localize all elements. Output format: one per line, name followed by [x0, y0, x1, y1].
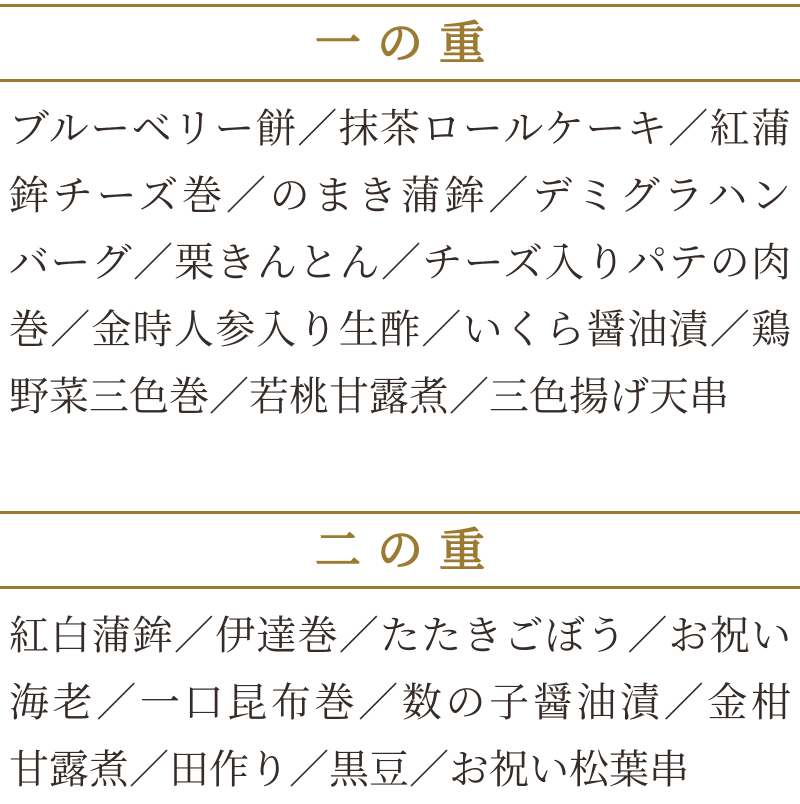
- tier-2-header: [0, 511, 800, 589]
- item-list-line: 野菜三色巻／若桃甘露煮／三色揚げ天串: [9, 375, 729, 419]
- item-list-line: 紅白蒲鉾／伊達巻／たたきごぼう／お祝い: [9, 614, 791, 658]
- osechi-contents-page: [0, 4, 800, 804]
- item-list-line: 巻／金時人参入り生酢／いくら醤油漬／鶏: [9, 308, 791, 352]
- tier-1-header: [0, 4, 800, 82]
- item-list-line: 海老／一口昆布巻／数の子醤油漬／金柑: [9, 681, 791, 725]
- tier-1-section: [0, 4, 800, 431]
- tier-1-title: 一の重: [314, 17, 502, 69]
- item-list-line: ブルーベリー餅／抹茶ロールケーキ／紅蒲: [9, 107, 791, 151]
- item-list-line: 鉾チーズ巻／のまき蒲鉾／デミグラハン: [9, 174, 791, 218]
- item-list-line: 甘露煮／田作り／黒豆／お祝い松葉串: [9, 748, 689, 792]
- tier-2-section: [0, 511, 800, 804]
- item-list-line: バーグ／栗きんとん／チーズ入りパテの肉: [9, 241, 791, 285]
- tier-2-title: 二の重: [314, 524, 502, 576]
- tier-2-item-list: [0, 603, 800, 804]
- tier-1-item-list: [0, 96, 800, 431]
